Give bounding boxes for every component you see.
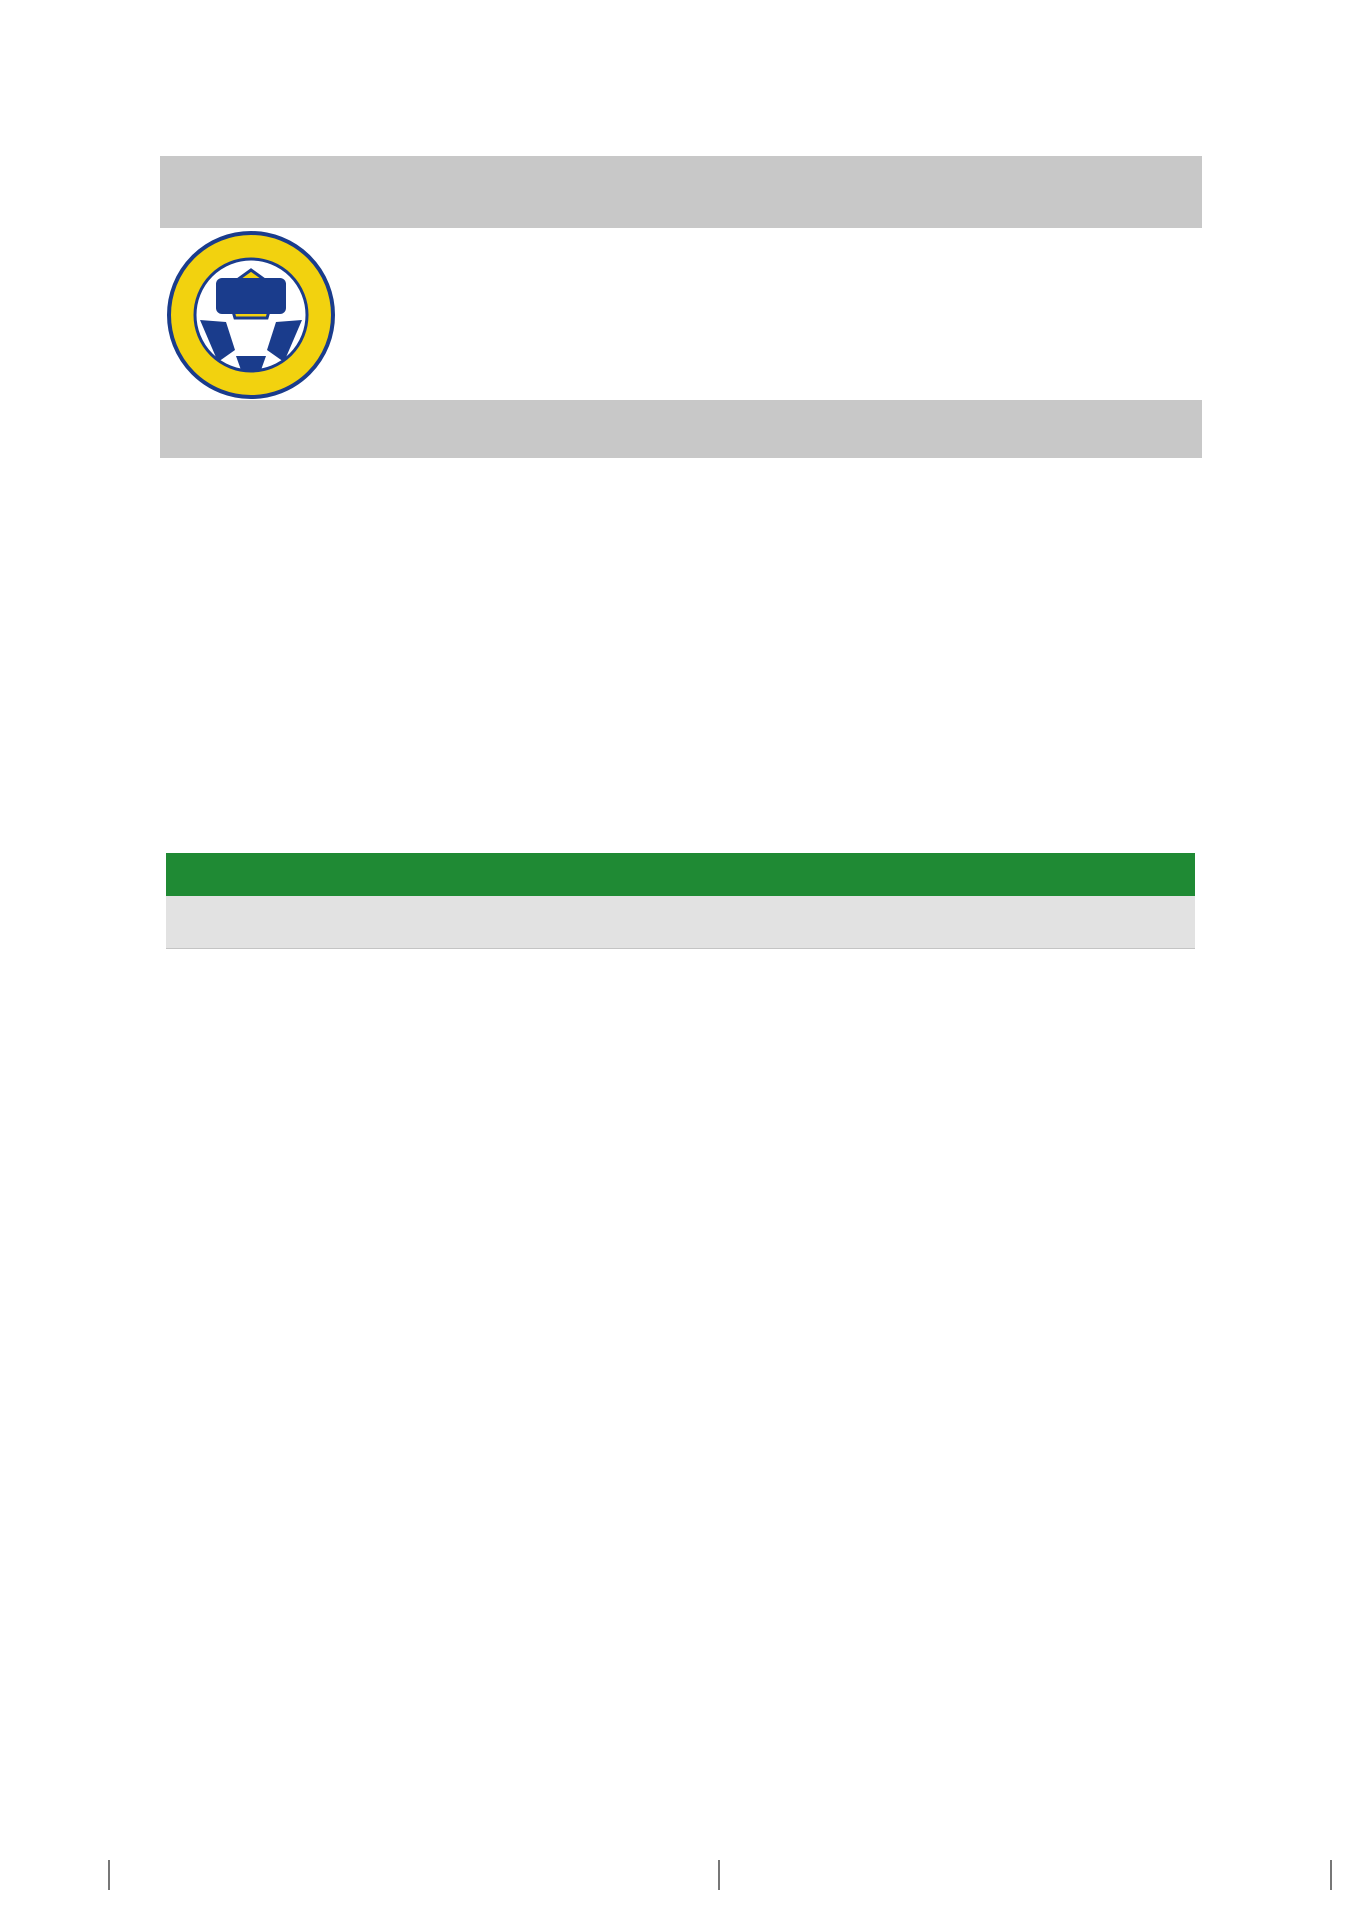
table-header — [166, 896, 1195, 949]
title-bar — [160, 400, 1202, 458]
scan-mark-center — [718, 1860, 720, 1890]
header-score — [1096, 896, 1232, 948]
scan-mark-left — [108, 1860, 110, 1890]
header-b — [1234, 896, 1296, 948]
header-z — [858, 896, 910, 948]
header-p — [1034, 896, 1094, 948]
header-diff — [1300, 896, 1357, 948]
scan-mark-right — [1330, 1860, 1332, 1890]
round-link[interactable] — [166, 853, 1195, 896]
header-num — [166, 896, 206, 948]
header-v — [914, 896, 970, 948]
header-r — [974, 896, 1030, 948]
club-logos-banner — [160, 156, 1202, 228]
kfs-zlinsky-logo — [166, 230, 336, 400]
